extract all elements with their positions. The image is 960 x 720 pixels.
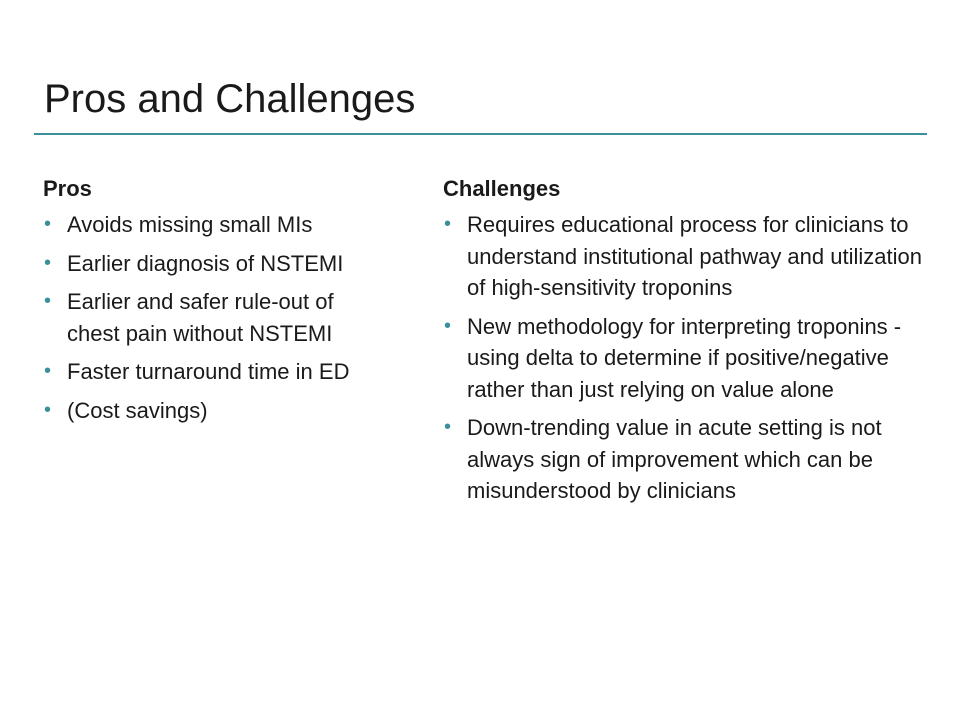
pros-item-text: Earlier and safer rule-out of chest pain without NSTEMI xyxy=(67,289,334,346)
pros-item-text: (Cost savings) xyxy=(67,397,208,423)
pros-item-text: Earlier diagnosis of NSTEMI xyxy=(67,250,344,276)
challenges-item-text: New methodology for interpreting troponins - using delta to determine if positive/negative rather than just relying on value alone xyxy=(467,313,902,402)
title-divider xyxy=(34,133,927,135)
challenges-list xyxy=(443,209,933,507)
bullet-dot-icon: • xyxy=(44,360,52,382)
bullet-dot-icon: • xyxy=(444,213,452,235)
pros-column xyxy=(43,175,383,433)
challenges-item-text: Requires educational process for clinicians to understand institutional pathway and utilization of high-sensitivity troponins xyxy=(467,212,922,300)
list-item xyxy=(43,209,383,241)
bullet-dot-icon: • xyxy=(444,416,452,438)
bullet-dot-icon: • xyxy=(44,290,52,312)
challenges-column xyxy=(443,175,933,514)
slide-title: Pros and Challenges xyxy=(44,77,416,121)
pros-list xyxy=(43,209,383,426)
bullet-dot-icon: • xyxy=(44,251,52,274)
list-item xyxy=(443,209,933,304)
list-item xyxy=(43,395,383,427)
challenges-item-text: Down-trending value in acute setting is not always sign of improvement which can be misunderstood by clinicians xyxy=(467,415,882,503)
list-item xyxy=(43,286,383,349)
list-item xyxy=(443,412,933,507)
bullet-dot-icon: • xyxy=(44,213,52,235)
list-item xyxy=(443,311,933,406)
challenges-heading: Challenges xyxy=(443,176,561,201)
pros-item-text: Avoids missing small MIs xyxy=(67,212,313,237)
bullet-dot-icon: • xyxy=(444,314,452,337)
bullet-dot-icon: • xyxy=(44,398,52,421)
pros-item-text: Faster turnaround time in ED xyxy=(67,359,350,384)
pros-heading: Pros xyxy=(43,176,92,201)
list-item xyxy=(43,248,383,280)
list-item xyxy=(43,356,383,388)
